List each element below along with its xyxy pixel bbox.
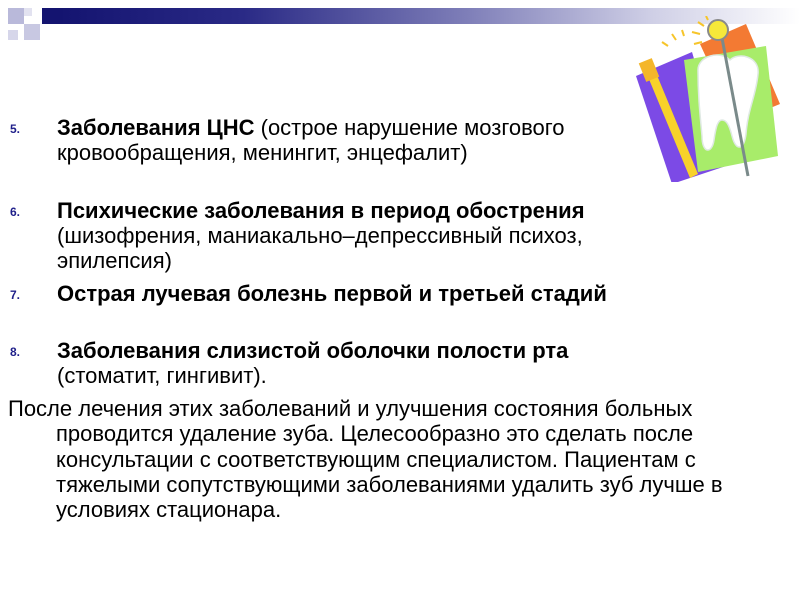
list-number: 5. — [10, 122, 21, 136]
deco-square — [24, 8, 32, 16]
list-item-rest: (острое нарушение мозгового кровообращения, менингит, энцефалит) — [57, 115, 565, 165]
list-item-text — [57, 115, 647, 165]
list-number: 6. — [10, 205, 21, 219]
deco-square — [8, 8, 24, 24]
deco-square — [8, 30, 18, 40]
list-item-bold: Заболевания слизистой оболочки полости рта — [57, 338, 569, 363]
list-item-text — [57, 281, 647, 306]
list-item-rest: (шизофрения, маниакально–депрессивный психоз, эпилепсия) — [57, 223, 583, 273]
list-item-text — [57, 338, 647, 388]
list-item-bold: Заболевания ЦНС — [57, 115, 255, 140]
deco-square — [24, 24, 40, 40]
list-number: 7. — [10, 288, 21, 302]
closing-paragraph: После лечения этих заболеваний и улучшения состояния больных проводится удаление зуба. Целесообразно это сделать после консультации с соответствующим специалистом. Пациентам с тяжелыми сопутствующими заболеваниями удалить зуб лучше в условиях стационара. — [8, 396, 723, 523]
deco-square — [42, 8, 58, 24]
list-item-bold: Психические заболевания в период обострения — [57, 198, 585, 223]
list-item-bold: Острая лучевая болезнь первой и третьей стадий — [57, 281, 607, 306]
list-item-text — [57, 198, 647, 273]
list-number: 8. — [10, 345, 21, 359]
list-item-rest: (стоматит, гингивит). — [57, 363, 267, 388]
dental-illustration-icon — [628, 16, 788, 182]
